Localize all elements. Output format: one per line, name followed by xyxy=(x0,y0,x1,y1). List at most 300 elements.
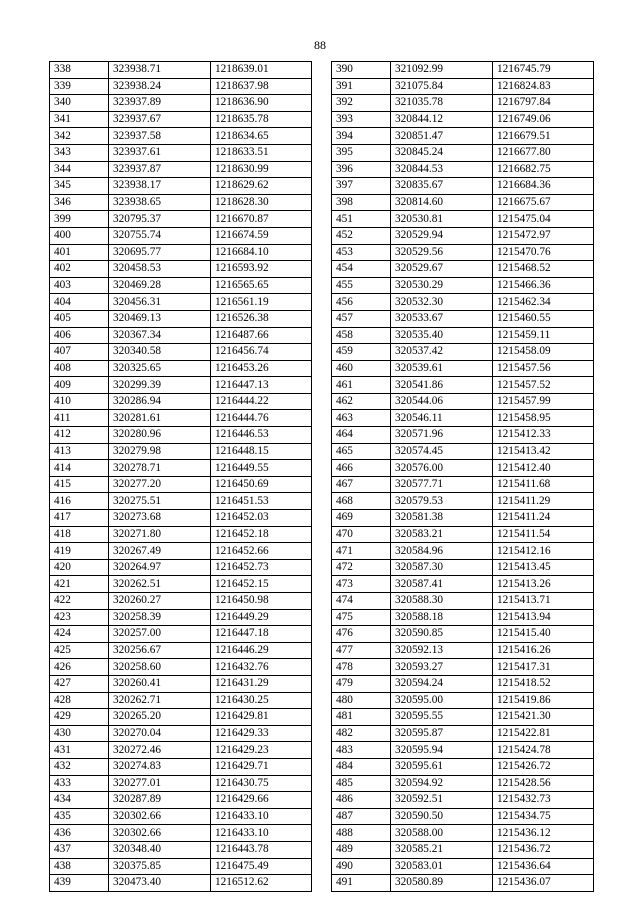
column-gap xyxy=(312,675,332,692)
y-coordinate-cell: 1216430.75 xyxy=(211,775,312,792)
point-number-cell: 344 xyxy=(50,161,109,178)
y-coordinate-cell: 1215458.09 xyxy=(493,344,594,361)
y-coordinate-cell: 1216674.59 xyxy=(211,227,312,244)
x-coordinate-cell: 320456.31 xyxy=(109,294,211,311)
x-coordinate-cell: 320814.60 xyxy=(391,194,493,211)
x-coordinate-cell: 320279.98 xyxy=(109,443,211,460)
y-coordinate-cell: 1216593.92 xyxy=(211,261,312,278)
point-number-cell: 338 xyxy=(50,62,109,79)
point-number-cell: 342 xyxy=(50,128,109,145)
table-row xyxy=(50,543,594,560)
x-coordinate-cell: 320579.53 xyxy=(391,493,493,510)
point-number-cell: 471 xyxy=(332,543,391,560)
x-coordinate-cell: 320595.55 xyxy=(391,709,493,726)
table-row xyxy=(50,659,594,676)
point-number-cell: 413 xyxy=(50,443,109,460)
point-number-cell: 402 xyxy=(50,261,109,278)
column-gap xyxy=(312,642,332,659)
point-number-cell: 438 xyxy=(50,858,109,875)
x-coordinate-cell: 323937.58 xyxy=(109,128,211,145)
y-coordinate-cell: 1216452.15 xyxy=(211,576,312,593)
table-row xyxy=(50,410,594,427)
y-coordinate-cell: 1216797.84 xyxy=(493,95,594,112)
table-row xyxy=(50,593,594,610)
point-number-cell: 491 xyxy=(332,875,391,892)
x-coordinate-cell: 320571.96 xyxy=(391,427,493,444)
table-row xyxy=(50,161,594,178)
x-coordinate-cell: 320277.01 xyxy=(109,775,211,792)
point-number-cell: 437 xyxy=(50,841,109,858)
x-coordinate-cell: 320851.47 xyxy=(391,128,493,145)
point-number-cell: 345 xyxy=(50,178,109,195)
x-coordinate-cell: 320532.30 xyxy=(391,294,493,311)
x-coordinate-cell: 320539.61 xyxy=(391,360,493,377)
x-coordinate-cell: 320695.77 xyxy=(109,244,211,261)
column-gap xyxy=(312,427,332,444)
x-coordinate-cell: 320302.66 xyxy=(109,825,211,842)
x-coordinate-cell: 320469.13 xyxy=(109,310,211,327)
y-coordinate-cell: 1216745.79 xyxy=(493,62,594,79)
table-row xyxy=(50,742,594,759)
point-number-cell: 488 xyxy=(332,825,391,842)
table-row xyxy=(50,277,594,294)
y-coordinate-cell: 1215436.07 xyxy=(493,875,594,892)
x-coordinate-cell: 320529.67 xyxy=(391,261,493,278)
point-number-cell: 408 xyxy=(50,360,109,377)
y-coordinate-cell: 1215462.34 xyxy=(493,294,594,311)
y-coordinate-cell: 1216684.10 xyxy=(211,244,312,261)
x-coordinate-cell: 320537.42 xyxy=(391,344,493,361)
y-coordinate-cell: 1216429.23 xyxy=(211,742,312,759)
y-coordinate-cell: 1215432.73 xyxy=(493,792,594,809)
point-number-cell: 460 xyxy=(332,360,391,377)
y-coordinate-cell: 1218630.99 xyxy=(211,161,312,178)
table-row xyxy=(50,111,594,128)
column-gap xyxy=(312,626,332,643)
point-number-cell: 343 xyxy=(50,144,109,161)
table-row xyxy=(50,227,594,244)
x-coordinate-cell: 320348.40 xyxy=(109,841,211,858)
y-coordinate-cell: 1215460.55 xyxy=(493,310,594,327)
column-gap xyxy=(312,244,332,261)
column-gap xyxy=(312,211,332,228)
table-row xyxy=(50,808,594,825)
y-coordinate-cell: 1215426.72 xyxy=(493,758,594,775)
y-coordinate-cell: 1215411.29 xyxy=(493,493,594,510)
column-gap xyxy=(312,460,332,477)
x-coordinate-cell: 320281.61 xyxy=(109,410,211,427)
x-coordinate-cell: 320529.56 xyxy=(391,244,493,261)
x-coordinate-cell: 320270.04 xyxy=(109,725,211,742)
column-gap xyxy=(312,725,332,742)
point-number-cell: 479 xyxy=(332,675,391,692)
table-row xyxy=(50,493,594,510)
y-coordinate-cell: 1216444.76 xyxy=(211,410,312,427)
column-gap xyxy=(312,327,332,344)
point-number-cell: 340 xyxy=(50,95,109,112)
x-coordinate-cell: 320587.41 xyxy=(391,576,493,593)
column-gap xyxy=(312,360,332,377)
point-number-cell: 470 xyxy=(332,526,391,543)
point-number-cell: 396 xyxy=(332,161,391,178)
table-row xyxy=(50,377,594,394)
y-coordinate-cell: 1216512.62 xyxy=(211,875,312,892)
point-number-cell: 481 xyxy=(332,709,391,726)
x-coordinate-cell: 320592.51 xyxy=(391,792,493,809)
column-gap xyxy=(312,576,332,593)
point-number-cell: 475 xyxy=(332,609,391,626)
point-number-cell: 490 xyxy=(332,858,391,875)
point-number-cell: 414 xyxy=(50,460,109,477)
point-number-cell: 429 xyxy=(50,709,109,726)
x-coordinate-cell: 320590.50 xyxy=(391,808,493,825)
y-coordinate-cell: 1215418.52 xyxy=(493,675,594,692)
column-gap xyxy=(312,443,332,460)
y-coordinate-cell: 1215412.40 xyxy=(493,460,594,477)
column-gap xyxy=(312,709,332,726)
table-row xyxy=(50,626,594,643)
x-coordinate-cell: 320258.60 xyxy=(109,659,211,676)
y-coordinate-cell: 1216682.75 xyxy=(493,161,594,178)
y-coordinate-cell: 1215413.26 xyxy=(493,576,594,593)
y-coordinate-cell: 1216565.65 xyxy=(211,277,312,294)
point-number-cell: 483 xyxy=(332,742,391,759)
table-row xyxy=(50,211,594,228)
point-number-cell: 416 xyxy=(50,493,109,510)
x-coordinate-cell: 323938.65 xyxy=(109,194,211,211)
point-number-cell: 466 xyxy=(332,460,391,477)
x-coordinate-cell: 320588.00 xyxy=(391,825,493,842)
column-gap xyxy=(312,692,332,709)
point-number-cell: 436 xyxy=(50,825,109,842)
point-number-cell: 463 xyxy=(332,410,391,427)
table-row xyxy=(50,510,594,527)
x-coordinate-cell: 320256.67 xyxy=(109,642,211,659)
column-gap xyxy=(312,543,332,560)
x-coordinate-cell: 320273.68 xyxy=(109,510,211,527)
table-row xyxy=(50,78,594,95)
point-number-cell: 392 xyxy=(332,95,391,112)
y-coordinate-cell: 1216431.29 xyxy=(211,675,312,692)
table-row xyxy=(50,95,594,112)
y-coordinate-cell: 1215470.76 xyxy=(493,244,594,261)
x-coordinate-cell: 320287.89 xyxy=(109,792,211,809)
y-coordinate-cell: 1216430.25 xyxy=(211,692,312,709)
y-coordinate-cell: 1216670.87 xyxy=(211,211,312,228)
y-coordinate-cell: 1215415.40 xyxy=(493,626,594,643)
x-coordinate-cell: 320258.39 xyxy=(109,609,211,626)
y-coordinate-cell: 1216475.49 xyxy=(211,858,312,875)
point-number-cell: 431 xyxy=(50,742,109,759)
y-coordinate-cell: 1216449.29 xyxy=(211,609,312,626)
y-coordinate-cell: 1215468.52 xyxy=(493,261,594,278)
point-number-cell: 417 xyxy=(50,510,109,527)
x-coordinate-cell: 320340.58 xyxy=(109,344,211,361)
point-number-cell: 474 xyxy=(332,593,391,610)
point-number-cell: 454 xyxy=(332,261,391,278)
x-coordinate-cell: 320271.80 xyxy=(109,526,211,543)
column-gap xyxy=(312,875,332,892)
y-coordinate-cell: 1215419.86 xyxy=(493,692,594,709)
column-gap xyxy=(312,344,332,361)
column-gap xyxy=(312,609,332,626)
y-coordinate-cell: 1216749.06 xyxy=(493,111,594,128)
point-number-cell: 412 xyxy=(50,427,109,444)
x-coordinate-cell: 320581.38 xyxy=(391,510,493,527)
point-number-cell: 480 xyxy=(332,692,391,709)
table-row xyxy=(50,559,594,576)
table-row xyxy=(50,294,594,311)
point-number-cell: 401 xyxy=(50,244,109,261)
y-coordinate-cell: 1216429.71 xyxy=(211,758,312,775)
table-row xyxy=(50,393,594,410)
y-coordinate-cell: 1216432.76 xyxy=(211,659,312,676)
point-number-cell: 390 xyxy=(332,62,391,79)
x-coordinate-cell: 320588.18 xyxy=(391,609,493,626)
point-number-cell: 432 xyxy=(50,758,109,775)
y-coordinate-cell: 1216446.29 xyxy=(211,642,312,659)
x-coordinate-cell: 320260.27 xyxy=(109,593,211,610)
column-gap xyxy=(312,95,332,112)
column-gap xyxy=(312,144,332,161)
x-coordinate-cell: 323938.71 xyxy=(109,62,211,79)
y-coordinate-cell: 1216452.73 xyxy=(211,559,312,576)
y-coordinate-cell: 1215411.68 xyxy=(493,476,594,493)
x-coordinate-cell: 323937.89 xyxy=(109,95,211,112)
x-coordinate-cell: 320595.61 xyxy=(391,758,493,775)
point-number-cell: 482 xyxy=(332,725,391,742)
point-number-cell: 458 xyxy=(332,327,391,344)
x-coordinate-cell: 320795.37 xyxy=(109,211,211,228)
y-coordinate-cell: 1215413.42 xyxy=(493,443,594,460)
column-gap xyxy=(312,742,332,759)
x-coordinate-cell: 320584.96 xyxy=(391,543,493,560)
x-coordinate-cell: 320280.96 xyxy=(109,427,211,444)
x-coordinate-cell: 320264.97 xyxy=(109,559,211,576)
point-number-cell: 409 xyxy=(50,377,109,394)
point-number-cell: 422 xyxy=(50,593,109,610)
table-row xyxy=(50,526,594,543)
point-number-cell: 468 xyxy=(332,493,391,510)
x-coordinate-cell: 320473.40 xyxy=(109,875,211,892)
x-coordinate-cell: 323937.67 xyxy=(109,111,211,128)
y-coordinate-cell: 1216526.38 xyxy=(211,310,312,327)
column-gap xyxy=(312,593,332,610)
x-coordinate-cell: 323937.87 xyxy=(109,161,211,178)
table-row xyxy=(50,443,594,460)
page-number: 88 xyxy=(314,38,326,52)
point-number-cell: 430 xyxy=(50,725,109,742)
y-coordinate-cell: 1215411.24 xyxy=(493,510,594,527)
x-coordinate-cell: 320576.00 xyxy=(391,460,493,477)
y-coordinate-cell: 1216448.15 xyxy=(211,443,312,460)
point-number-cell: 486 xyxy=(332,792,391,809)
point-number-cell: 462 xyxy=(332,393,391,410)
y-coordinate-cell: 1216452.18 xyxy=(211,526,312,543)
point-number-cell: 393 xyxy=(332,111,391,128)
point-number-cell: 433 xyxy=(50,775,109,792)
y-coordinate-cell: 1216447.13 xyxy=(211,377,312,394)
x-coordinate-cell: 320835.67 xyxy=(391,178,493,195)
column-gap xyxy=(312,62,332,79)
y-coordinate-cell: 1215422.81 xyxy=(493,725,594,742)
y-coordinate-cell: 1215413.71 xyxy=(493,593,594,610)
y-coordinate-cell: 1215416.26 xyxy=(493,642,594,659)
y-coordinate-cell: 1215413.45 xyxy=(493,559,594,576)
column-gap xyxy=(312,310,332,327)
x-coordinate-cell: 320375.85 xyxy=(109,858,211,875)
y-coordinate-cell: 1216452.03 xyxy=(211,510,312,527)
y-coordinate-cell: 1218635.78 xyxy=(211,111,312,128)
x-coordinate-cell: 320592.13 xyxy=(391,642,493,659)
point-number-cell: 452 xyxy=(332,227,391,244)
table-row xyxy=(50,360,594,377)
column-gap xyxy=(312,775,332,792)
column-gap xyxy=(312,78,332,95)
table-row xyxy=(50,758,594,775)
point-number-cell: 426 xyxy=(50,659,109,676)
x-coordinate-cell: 320530.81 xyxy=(391,211,493,228)
x-coordinate-cell: 320286.94 xyxy=(109,393,211,410)
point-number-cell: 434 xyxy=(50,792,109,809)
point-number-cell: 472 xyxy=(332,559,391,576)
x-coordinate-cell: 323937.61 xyxy=(109,144,211,161)
point-number-cell: 411 xyxy=(50,410,109,427)
y-coordinate-cell: 1216429.33 xyxy=(211,725,312,742)
x-coordinate-cell: 320262.71 xyxy=(109,692,211,709)
column-gap xyxy=(312,559,332,576)
table-row xyxy=(50,642,594,659)
y-coordinate-cell: 1216452.66 xyxy=(211,543,312,560)
y-coordinate-cell: 1218629.62 xyxy=(211,178,312,195)
point-number-cell: 424 xyxy=(50,626,109,643)
x-coordinate-cell: 320262.51 xyxy=(109,576,211,593)
y-coordinate-cell: 1218636.90 xyxy=(211,95,312,112)
point-number-cell: 394 xyxy=(332,128,391,145)
y-coordinate-cell: 1218633.51 xyxy=(211,144,312,161)
point-number-cell: 428 xyxy=(50,692,109,709)
y-coordinate-cell: 1216449.55 xyxy=(211,460,312,477)
y-coordinate-cell: 1216453.26 xyxy=(211,360,312,377)
table-row xyxy=(50,128,594,145)
x-coordinate-cell: 320574.45 xyxy=(391,443,493,460)
column-gap xyxy=(312,178,332,195)
point-number-cell: 485 xyxy=(332,775,391,792)
y-coordinate-cell: 1218628.30 xyxy=(211,194,312,211)
y-coordinate-cell: 1215413.94 xyxy=(493,609,594,626)
y-coordinate-cell: 1216684.36 xyxy=(493,178,594,195)
x-coordinate-cell: 321092.99 xyxy=(391,62,493,79)
x-coordinate-cell: 320844.53 xyxy=(391,161,493,178)
y-coordinate-cell: 1216447.18 xyxy=(211,626,312,643)
point-number-cell: 400 xyxy=(50,227,109,244)
x-coordinate-cell: 320274.83 xyxy=(109,758,211,775)
y-coordinate-cell: 1215459.11 xyxy=(493,327,594,344)
table-row xyxy=(50,178,594,195)
table-row xyxy=(50,675,594,692)
point-number-cell: 395 xyxy=(332,144,391,161)
column-gap xyxy=(312,792,332,809)
point-number-cell: 487 xyxy=(332,808,391,825)
x-coordinate-cell: 320469.28 xyxy=(109,277,211,294)
table-row xyxy=(50,858,594,875)
table-row xyxy=(50,244,594,261)
x-coordinate-cell: 320529.94 xyxy=(391,227,493,244)
y-coordinate-cell: 1216433.10 xyxy=(211,808,312,825)
point-number-cell: 407 xyxy=(50,344,109,361)
column-gap xyxy=(312,261,332,278)
x-coordinate-cell: 320593.27 xyxy=(391,659,493,676)
point-number-cell: 427 xyxy=(50,675,109,692)
table-row xyxy=(50,310,594,327)
point-number-cell: 465 xyxy=(332,443,391,460)
table-row xyxy=(50,709,594,726)
y-coordinate-cell: 1215436.72 xyxy=(493,841,594,858)
x-coordinate-cell: 320594.92 xyxy=(391,775,493,792)
x-coordinate-cell: 320544.06 xyxy=(391,393,493,410)
x-coordinate-cell: 320595.87 xyxy=(391,725,493,742)
column-gap xyxy=(312,841,332,858)
x-coordinate-cell: 320577.71 xyxy=(391,476,493,493)
table-row xyxy=(50,62,594,79)
column-gap xyxy=(312,194,332,211)
point-number-cell: 339 xyxy=(50,78,109,95)
y-coordinate-cell: 1215457.52 xyxy=(493,377,594,394)
table-row xyxy=(50,692,594,709)
coordinates-table xyxy=(49,61,594,892)
y-coordinate-cell: 1216677.80 xyxy=(493,144,594,161)
y-coordinate-cell: 1215411.54 xyxy=(493,526,594,543)
point-number-cell: 476 xyxy=(332,626,391,643)
column-gap xyxy=(312,377,332,394)
point-number-cell: 420 xyxy=(50,559,109,576)
point-number-cell: 399 xyxy=(50,211,109,228)
point-number-cell: 457 xyxy=(332,310,391,327)
point-number-cell: 467 xyxy=(332,476,391,493)
x-coordinate-cell: 320325.65 xyxy=(109,360,211,377)
y-coordinate-cell: 1216444.22 xyxy=(211,393,312,410)
table-row xyxy=(50,476,594,493)
column-gap xyxy=(312,111,332,128)
y-coordinate-cell: 1216450.98 xyxy=(211,593,312,610)
column-gap xyxy=(312,410,332,427)
x-coordinate-cell: 320595.94 xyxy=(391,742,493,759)
table-row xyxy=(50,792,594,809)
y-coordinate-cell: 1216429.81 xyxy=(211,709,312,726)
y-coordinate-cell: 1216433.10 xyxy=(211,825,312,842)
x-coordinate-cell: 323938.17 xyxy=(109,178,211,195)
y-coordinate-cell: 1215417.31 xyxy=(493,659,594,676)
x-coordinate-cell: 320583.01 xyxy=(391,858,493,875)
x-coordinate-cell: 320535.40 xyxy=(391,327,493,344)
point-number-cell: 346 xyxy=(50,194,109,211)
y-coordinate-cell: 1218634.65 xyxy=(211,128,312,145)
point-number-cell: 484 xyxy=(332,758,391,775)
point-number-cell: 478 xyxy=(332,659,391,676)
x-coordinate-cell: 320845.24 xyxy=(391,144,493,161)
column-gap xyxy=(312,510,332,527)
point-number-cell: 455 xyxy=(332,277,391,294)
point-number-cell: 459 xyxy=(332,344,391,361)
y-coordinate-cell: 1218639.01 xyxy=(211,62,312,79)
y-coordinate-cell: 1215412.16 xyxy=(493,543,594,560)
x-coordinate-cell: 320595.00 xyxy=(391,692,493,709)
x-coordinate-cell: 320844.12 xyxy=(391,111,493,128)
point-number-cell: 469 xyxy=(332,510,391,527)
table-row xyxy=(50,725,594,742)
y-coordinate-cell: 1215475.04 xyxy=(493,211,594,228)
column-gap xyxy=(312,227,332,244)
